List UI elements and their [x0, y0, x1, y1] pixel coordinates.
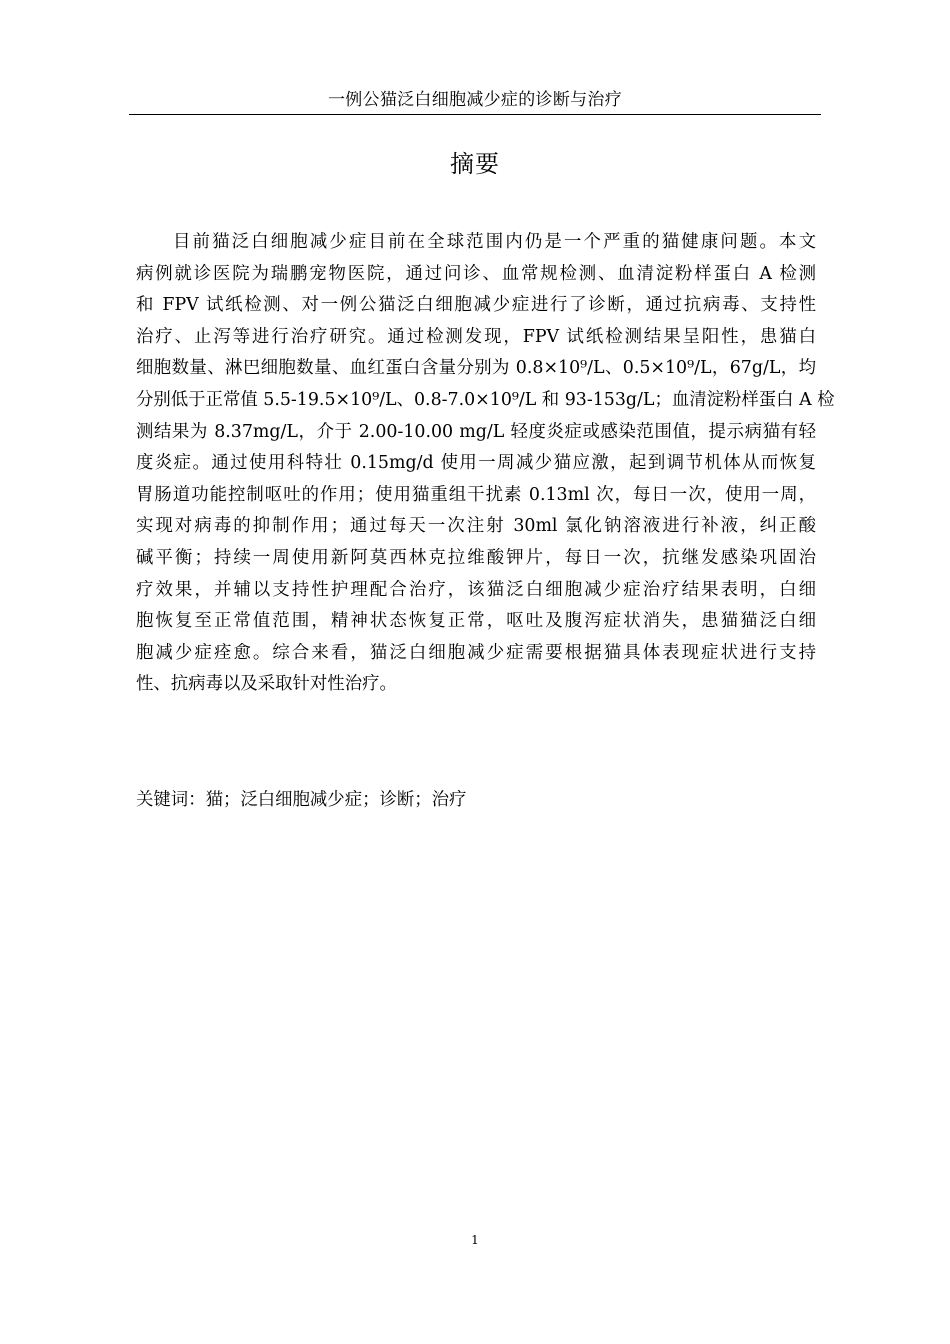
abstract-line: 和 FPV 试纸检测、对一例公猫泛白细胞减少症进行了诊断，通过抗病毒、支持性 — [136, 295, 816, 316]
abstract-line: 疗效果，并辅以支持性护理配合治疗，该猫泛白细胞减少症治疗结果表明，白细 — [136, 579, 816, 600]
page-number: 1 — [471, 1233, 479, 1247]
abstract-line: 碱平衡；持续一周使用新阿莫西林克拉维酸钾片，每日一次，抗继发感染巩固治 — [136, 547, 816, 568]
abstract-title: 摘要 — [450, 150, 500, 178]
abstract-line: 胞恢复至正常值范围，精神状态恢复正常，呕吐及腹泻症状消失，患猫猫泛白细 — [136, 611, 816, 632]
abstract-line: 目前猫泛白细胞减少症目前在全球范围内仍是一个严重的猫健康问题。本文 — [173, 232, 816, 252]
abstract-line: 细胞数量、淋巴细胞数量、血红蛋白含量分别为 0.8×10⁹/L、0.5×10⁹/L，67g/L，均 — [136, 358, 816, 379]
abstract-line: 分别低于正常值 5.5-19.5×10⁹/L、0.8-7.0×10⁹/L 和 93-153g/L；血清淀粉样蛋白 A 检 — [136, 389, 835, 410]
abstract-line: 胃肠道功能控制呕吐的作用；使用猫重组干扰素 0.13ml 次，每日一次，使用一周， — [136, 484, 816, 505]
header-divider — [129, 114, 821, 115]
abstract-body — [136, 227, 835, 701]
abstract-line: 实现对病毒的抑制作用；通过每天一次注射 30ml 氯化钠溶液进行补液，纠正酸 — [136, 516, 816, 537]
abstract-line: 度炎症。通过使用科特壮 0.15mg/d 使用一周减少猫应激，起到调节机体从而恢复 — [136, 453, 816, 474]
abstract-line: 测结果为 8.37mg/L，介于 2.00-10.00 mg/L 轻度炎症或感染范围值，提示病猫有轻 — [136, 421, 816, 442]
running-header-title: 一例公猫泛白细胞减少症的诊断与治疗 — [327, 90, 623, 110]
abstract-line: 治疗、止泻等进行治疗研究。通过检测发现，FPV 试纸检测结果呈阳性，患猫白 — [136, 326, 816, 347]
abstract-line: 性、抗病毒以及采取针对性治疗。 — [136, 674, 397, 695]
abstract-line: 胞减少症痊愈。综合来看，猫泛白细胞减少症需要根据猫具体表现症状进行支持 — [136, 642, 816, 663]
keywords-line: 关键词：猫；泛白细胞减少症；诊断；治疗 — [136, 790, 467, 810]
abstract-line: 病例就诊医院为瑞鹏宠物医院，通过问诊、血常规检测、血清淀粉样蛋白 A 检测 — [136, 263, 816, 284]
